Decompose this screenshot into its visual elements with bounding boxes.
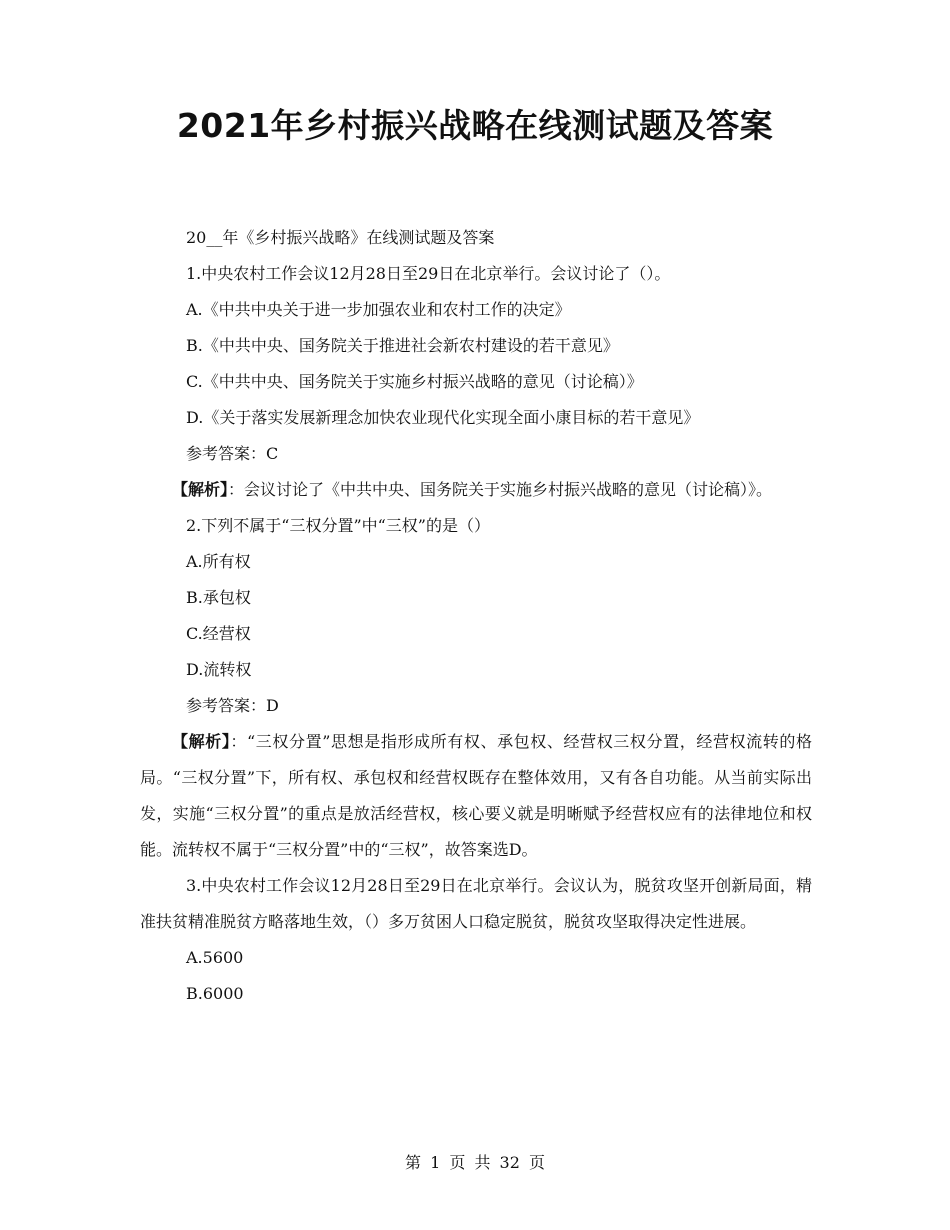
question-2-answer: 参考答案：D: [186, 696, 279, 715]
question-3-option-b: B.6000: [186, 984, 244, 1003]
page-footer: 第 1 页 共 32 页: [405, 1153, 545, 1172]
question-1-stem: 1.中央农村工作会议12月28日至29日在北京举行。会议讨论了（）。: [186, 264, 671, 283]
question-2-option-b: B.承包权: [186, 588, 251, 607]
question-1-option-c: C.《中共中央、国务院关于实施乡村振兴战略的意见（讨论稿）》: [186, 372, 643, 391]
analysis-label: 【解析】: [172, 480, 229, 499]
analysis-text: ：“三权分置”思想是指形成所有权、承包权、经营权三权分置，经营权流转的格局。“三权分置”下，所有权、承包权和经营权既存在整体效用，又有各自功能。从当前实际出发，实施“三权分置”的重点是放活经营权，核心要义就是明晰赋予经营权应有的法律地位和权能。流转权不属于“三权分置”中的“三权”，故答案选D。: [140, 732, 812, 859]
question-2-stem: 2.下列不属于“三权分置”中“三权”的是（）: [186, 516, 490, 535]
question-2-option-d: D.流转权: [186, 660, 252, 679]
question-1-option-d: D.《关于落实发展新理念加快农业现代化实现全面小康目标的若干意见》: [186, 408, 700, 427]
document-title: 2021年乡村振兴战略在线测试题及答案: [176, 106, 774, 145]
question-1-answer: 参考答案：C: [186, 444, 279, 463]
question-3-stem: 3.中央农村工作会议12月28日至29日在北京举行。会议认为，脱贫攻坚开创新局面，精准扶贫精准脱贫方略落地生效，（）多万贫困人口稳定脱贫，脱贫攻坚取得决定性进展。: [140, 876, 812, 931]
question-1-option-a: A.《中共中央关于进一步加强农业和农村工作的决定》: [186, 300, 571, 319]
document-body: [140, 220, 812, 1012]
analysis-label: 【解析】: [172, 732, 231, 751]
question-1-option-b: B.《中共中央、国务院关于推进社会新农村建设的若干意见》: [186, 336, 619, 355]
question-2-option-a: A.所有权: [186, 552, 251, 571]
question-2-analysis: [140, 724, 812, 868]
intro-line: 20__年《乡村振兴战略》在线测试题及答案: [186, 228, 495, 247]
analysis-text: ：会议讨论了《中共中央、国务院关于实施乡村振兴战略的意见（讨论稿）》。: [228, 480, 773, 499]
question-1-analysis: [140, 472, 812, 508]
question-3-option-a: A.5600: [186, 948, 244, 967]
question-2-option-c: C.经营权: [186, 624, 251, 643]
